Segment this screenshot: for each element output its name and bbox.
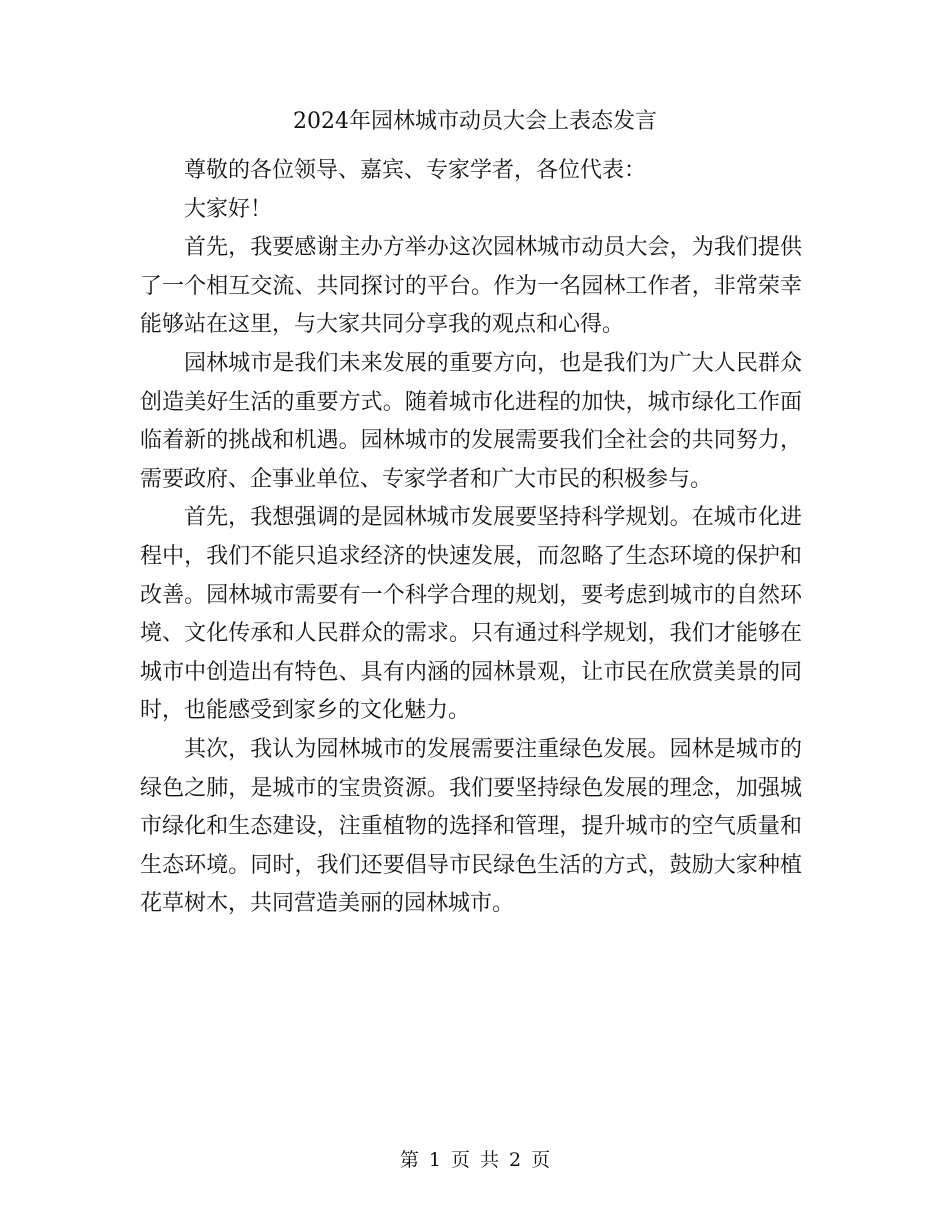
paragraph-4: 其次，我认为园林城市的发展需要注重绿色发展。园林是城市的绿色之肺，是城市的宝贵资源。我们要坚持绿色发展的理念，加强城市绿化和生态建设，注重植物的选择和管理，提升城市的空气质量和生态环境。同时，我们还要倡导市民绿色生活的方式，鼓励大家种植花草树木，共同营造美丽的园林城市。	[140, 736, 802, 917]
document-body	[140, 152, 802, 924]
paragraph-2: 园林城市是我们未来发展的重要方向，也是我们为广大人民群众创造美好生活的重要方式。随着城市化进程的加快，城市绿化工作面临着新的挑战和机遇。园林城市的发展需要我们全社会的共同努力，需要政府、企事业单位、专家学者和广大市民的积极参与。	[140, 350, 802, 492]
salutation: 尊敬的各位领导、嘉宾、专家学者，各位代表：	[184, 158, 647, 183]
greeting: 大家好！	[184, 196, 273, 222]
document-title: 2024年园林城市动员大会上表态发言	[293, 109, 657, 134]
paragraph-3: 首先，我想强调的是园林城市发展要坚持科学规划。在城市化进程中，我们不能只追求经济的快速发展，而忽略了生态环境的保护和改善。园林城市需要有一个科学合理的规划，要考虑到城市的自然环境、文化传承和人民群众的需求。只有通过科学规划，我们才能够在城市中创造出有特色、具有内涵的园林景观，让市民在欣赏美景的同时，也能感受到家乡的文化魅力。	[140, 505, 802, 724]
paragraph-1: 首先，我要感谢主办方举办这次园林城市动员大会，为我们提供了一个相互交流、共同探讨的平台。作为一名园林工作者，非常荣幸能够站在这里，与大家共同分享我的观点和心得。	[140, 235, 802, 338]
page-number-footer: 第 1 页 共 2 页	[399, 1149, 551, 1171]
